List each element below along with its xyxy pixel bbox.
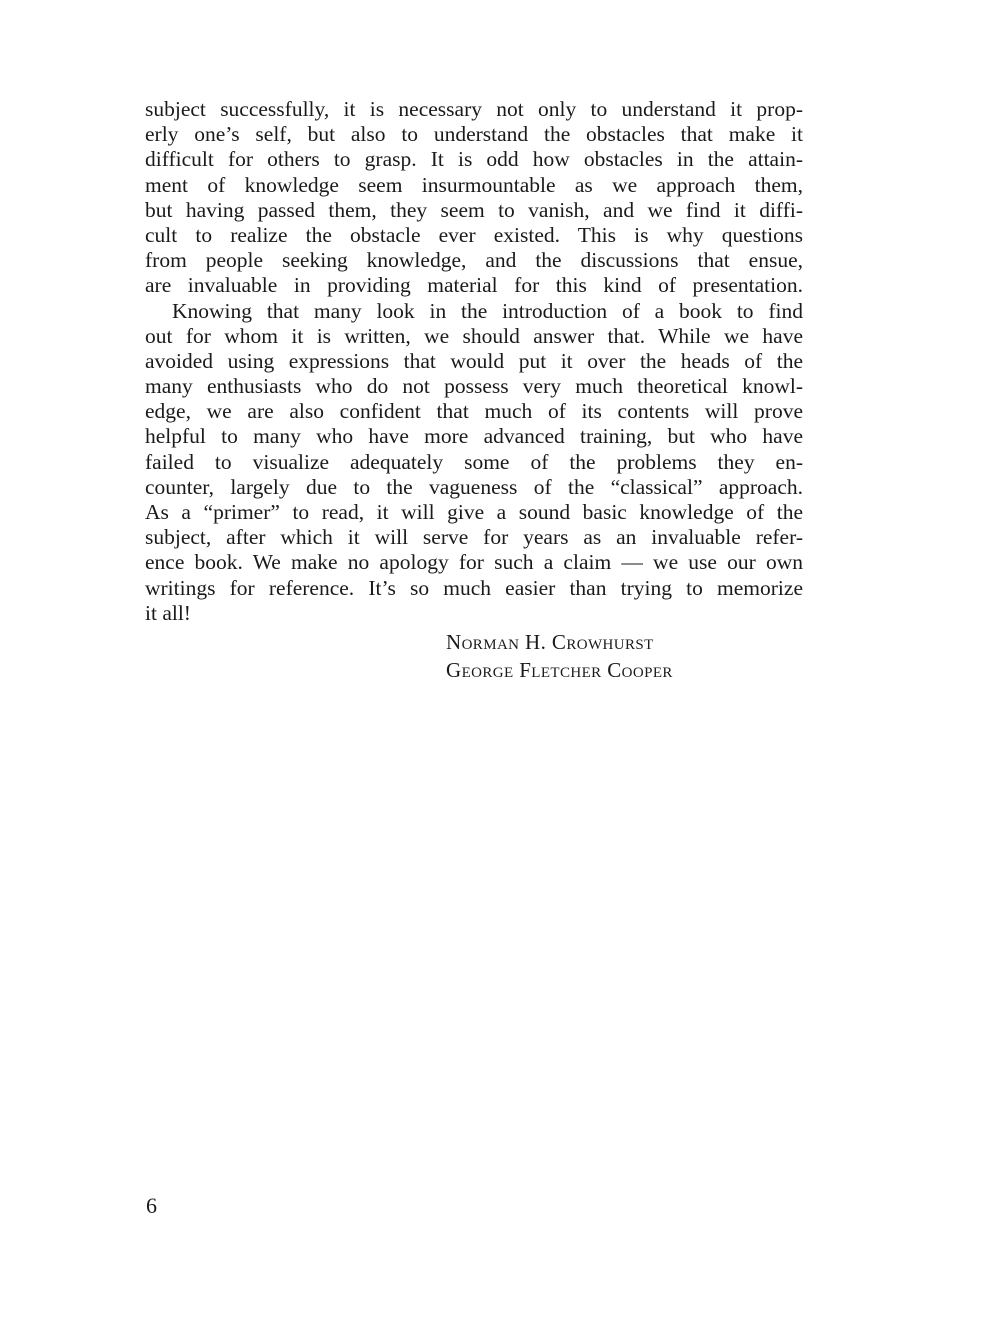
body-text xyxy=(145,97,803,626)
text-line: writings for reference. It’s so much easier than trying to memorize xyxy=(145,575,803,600)
text-line: difficult for others to grasp. It is odd how obstacles in the attain- xyxy=(145,147,803,172)
text-line: failed to visualize adequately some of the problems they en- xyxy=(145,449,803,474)
text-line: edge, we are also confident that much of its contents will prove xyxy=(145,399,803,424)
text-line: Knowing that many look in the introduction of a book to find xyxy=(172,298,803,323)
text-line: counter, largely due to the vagueness of the “classical” approach. xyxy=(145,474,803,499)
text-line: many enthusiasts who do not possess very much theoretical knowl- xyxy=(145,374,803,399)
text-line: out for whom it is written, we should answer that. While we have xyxy=(145,323,803,348)
text-line: helpful to many who have more advanced training, but who have xyxy=(145,424,803,449)
text-line: subject successfully, it is necessary not only to understand it prop- xyxy=(145,97,803,121)
text-line: cult to realize the obstacle ever existed. This is why questions xyxy=(145,222,803,247)
text-line: but having passed them, they seem to vanish, and we find it diffi- xyxy=(145,197,803,222)
text-line: ment of knowledge seem insurmountable as we approach them, xyxy=(145,172,803,197)
author-name: George Fletcher Cooper xyxy=(446,658,673,682)
page-number: 6 xyxy=(146,1193,157,1218)
author-signatures xyxy=(446,628,673,684)
text-line: ence book. We make no apology for such a claim — we use our own xyxy=(145,550,803,575)
text-line: from people seeking knowledge, and the discussions that ensue, xyxy=(145,248,803,273)
text-line: it all! xyxy=(145,600,191,625)
text-line: avoided using expressions that would put it over the heads of the xyxy=(145,348,803,373)
text-line: subject, after which it will serve for years as an invaluable refer- xyxy=(145,525,803,550)
author-name: Norman H. Crowhurst xyxy=(446,630,654,654)
text-line: erly one’s self, but also to understand the obstacles that make it xyxy=(145,122,803,147)
text-line: As a “primer” to read, it will give a sound basic knowledge of the xyxy=(145,500,803,524)
text-line: are invaluable in providing material for this kind of presentation. xyxy=(145,273,803,298)
